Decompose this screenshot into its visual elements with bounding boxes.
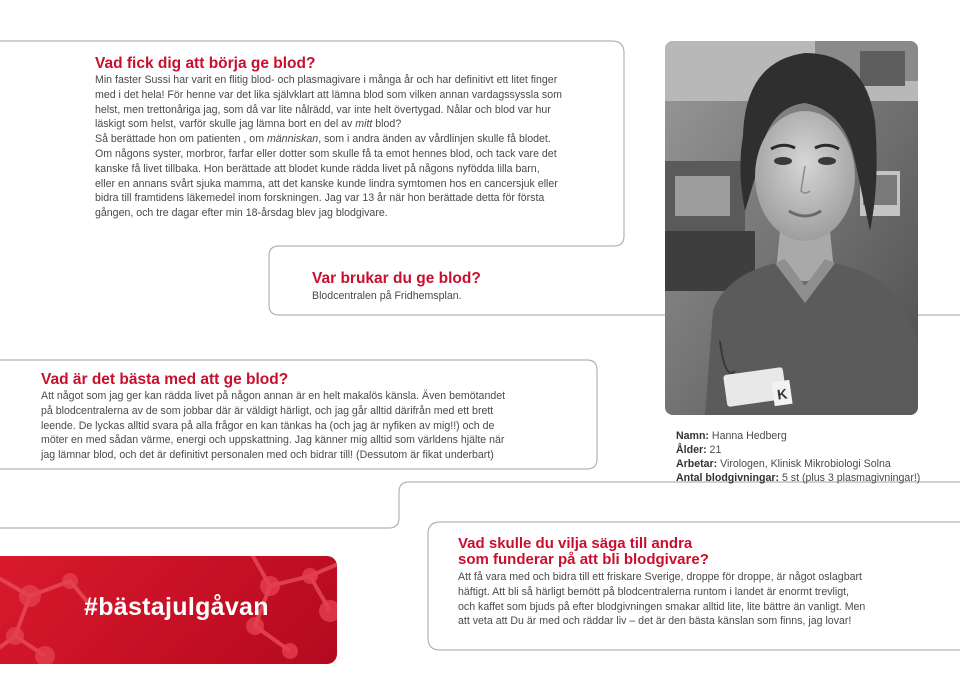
body-line: gången, och tre dagar efter min 18-årsdag blev jag blodgivare.	[95, 207, 388, 220]
age-value: 21	[706, 444, 722, 456]
body-line: Att få vara med och bidra till ett friskare Sverige, droppe för droppe, är något oslagbart	[458, 571, 862, 583]
body-line: leende. De lyckas alltid svara på alla frågor en kan tänkas ha (och jag är nyfiken av mig!!) och de	[41, 419, 495, 432]
body-line: jag lämnar blod, och det är definitivt personalen med och bidrar till! (Dessutom är fikat underbart)	[41, 449, 494, 462]
portrait-illustration	[665, 41, 918, 415]
body-line: häftigt. Att bli så härligt bemött på blodcentralerna runtom i landet är enormt trevligt,	[458, 585, 849, 598]
profile-work-row	[676, 457, 946, 471]
donations-value: 5 st (plus 3 plasmagivningar!)	[779, 472, 921, 484]
body-line: helst, men trettonåriga jag, som då var lite nålrädd, var inte helt övertygad. Nålar och blod var hur	[95, 103, 551, 116]
name-label: Namn:	[676, 430, 709, 442]
section-heading: Vad är det bästa med att ge blod?	[41, 371, 289, 388]
section-heading	[458, 536, 898, 568]
portrait-photo	[665, 41, 918, 415]
section-heading: Vad fick dig att börja ge blod?	[95, 55, 316, 72]
body-line: kanske få livet tillbaka. Hon berättade att blodet kunde rädda livet på någons nyfödda lilla barn,	[95, 162, 540, 175]
hashtag-text: #bästajulgåvan	[84, 593, 269, 621]
profile-info	[676, 429, 946, 485]
section-heading: Var brukar du ge blod?	[312, 270, 481, 287]
section-body	[312, 289, 612, 304]
body-line: eller en annans svårt sjuka mamma, att det kanske kunde lindra symtomen hos en cancersjuk eller	[95, 177, 558, 190]
body-line: Blodcentralen på Fridhemsplan.	[312, 290, 462, 302]
body-line: och kaffet som bjuds på efter blodgivningen smakar alltid lite, lite bättre än vanligt. Men	[458, 600, 866, 613]
body-line: med i det hela! För henne var det lika självklart att lämna blod som vilken annan vardagssyssla som	[95, 88, 562, 101]
section-where-donate	[312, 270, 612, 304]
profile-age-row	[676, 443, 946, 457]
age-label: Ålder:	[676, 444, 707, 456]
work-label: Arbetar:	[676, 458, 718, 470]
profile-donations-row	[676, 471, 946, 485]
body-line: Så berättade hon om patienten , om människan, som i andra änden av vårdlinjen skulle få blodet.	[95, 133, 551, 146]
body-line: att veta att Du är med och räddar liv – det är den bästa känslan som finns, jag lovar!	[458, 615, 852, 628]
heading-line: som funderar på att bli blodgivare?	[458, 551, 709, 568]
section-best-part	[41, 371, 541, 463]
section-body	[95, 73, 595, 221]
body-line: Min faster Sussi har varit en flitig blod- och plasmagivare i många år och har definitivt ett litet finger	[95, 74, 558, 86]
name-value: Hanna Hedberg	[708, 430, 787, 442]
profile-name-row	[676, 429, 946, 443]
body-line: Om någons syster, morbror, farfar eller dotter som skulle få ta emot hennes blod, och tack vare det	[95, 147, 557, 160]
section-why-start	[95, 55, 595, 221]
section-message-to-others	[458, 536, 898, 629]
body-line: på blodcentralerna av de som jobbar där är väldigt härligt, och jag går alltid därifrån med ett brett	[41, 404, 494, 417]
body-line: möter en med sådan värme, energi och uppskattning. Jag känner mig alltid som världens hjälte när	[41, 434, 505, 447]
body-line: läskigt som helst, varför skulle jag lämna bort en del av mitt blod?	[95, 118, 402, 131]
badge-letter: K	[776, 385, 789, 403]
work-value: Virologen, Klinisk Mikrobiologi Solna	[717, 458, 891, 470]
donations-label: Antal blodgivningar:	[676, 472, 779, 484]
section-body	[41, 389, 541, 463]
body-line: bidra till framtidens läkemedel inom forskningen. Jag var 13 år när hon berättade detta för första	[95, 192, 545, 205]
hashtag-banner	[0, 556, 337, 664]
heading-line: Vad skulle du vilja säga till andra	[458, 535, 693, 552]
body-line: Att något som jag ger kan rädda livet på någon annan är en helt makalös känsla. Även bemötandet	[41, 390, 506, 402]
section-body	[458, 570, 898, 629]
